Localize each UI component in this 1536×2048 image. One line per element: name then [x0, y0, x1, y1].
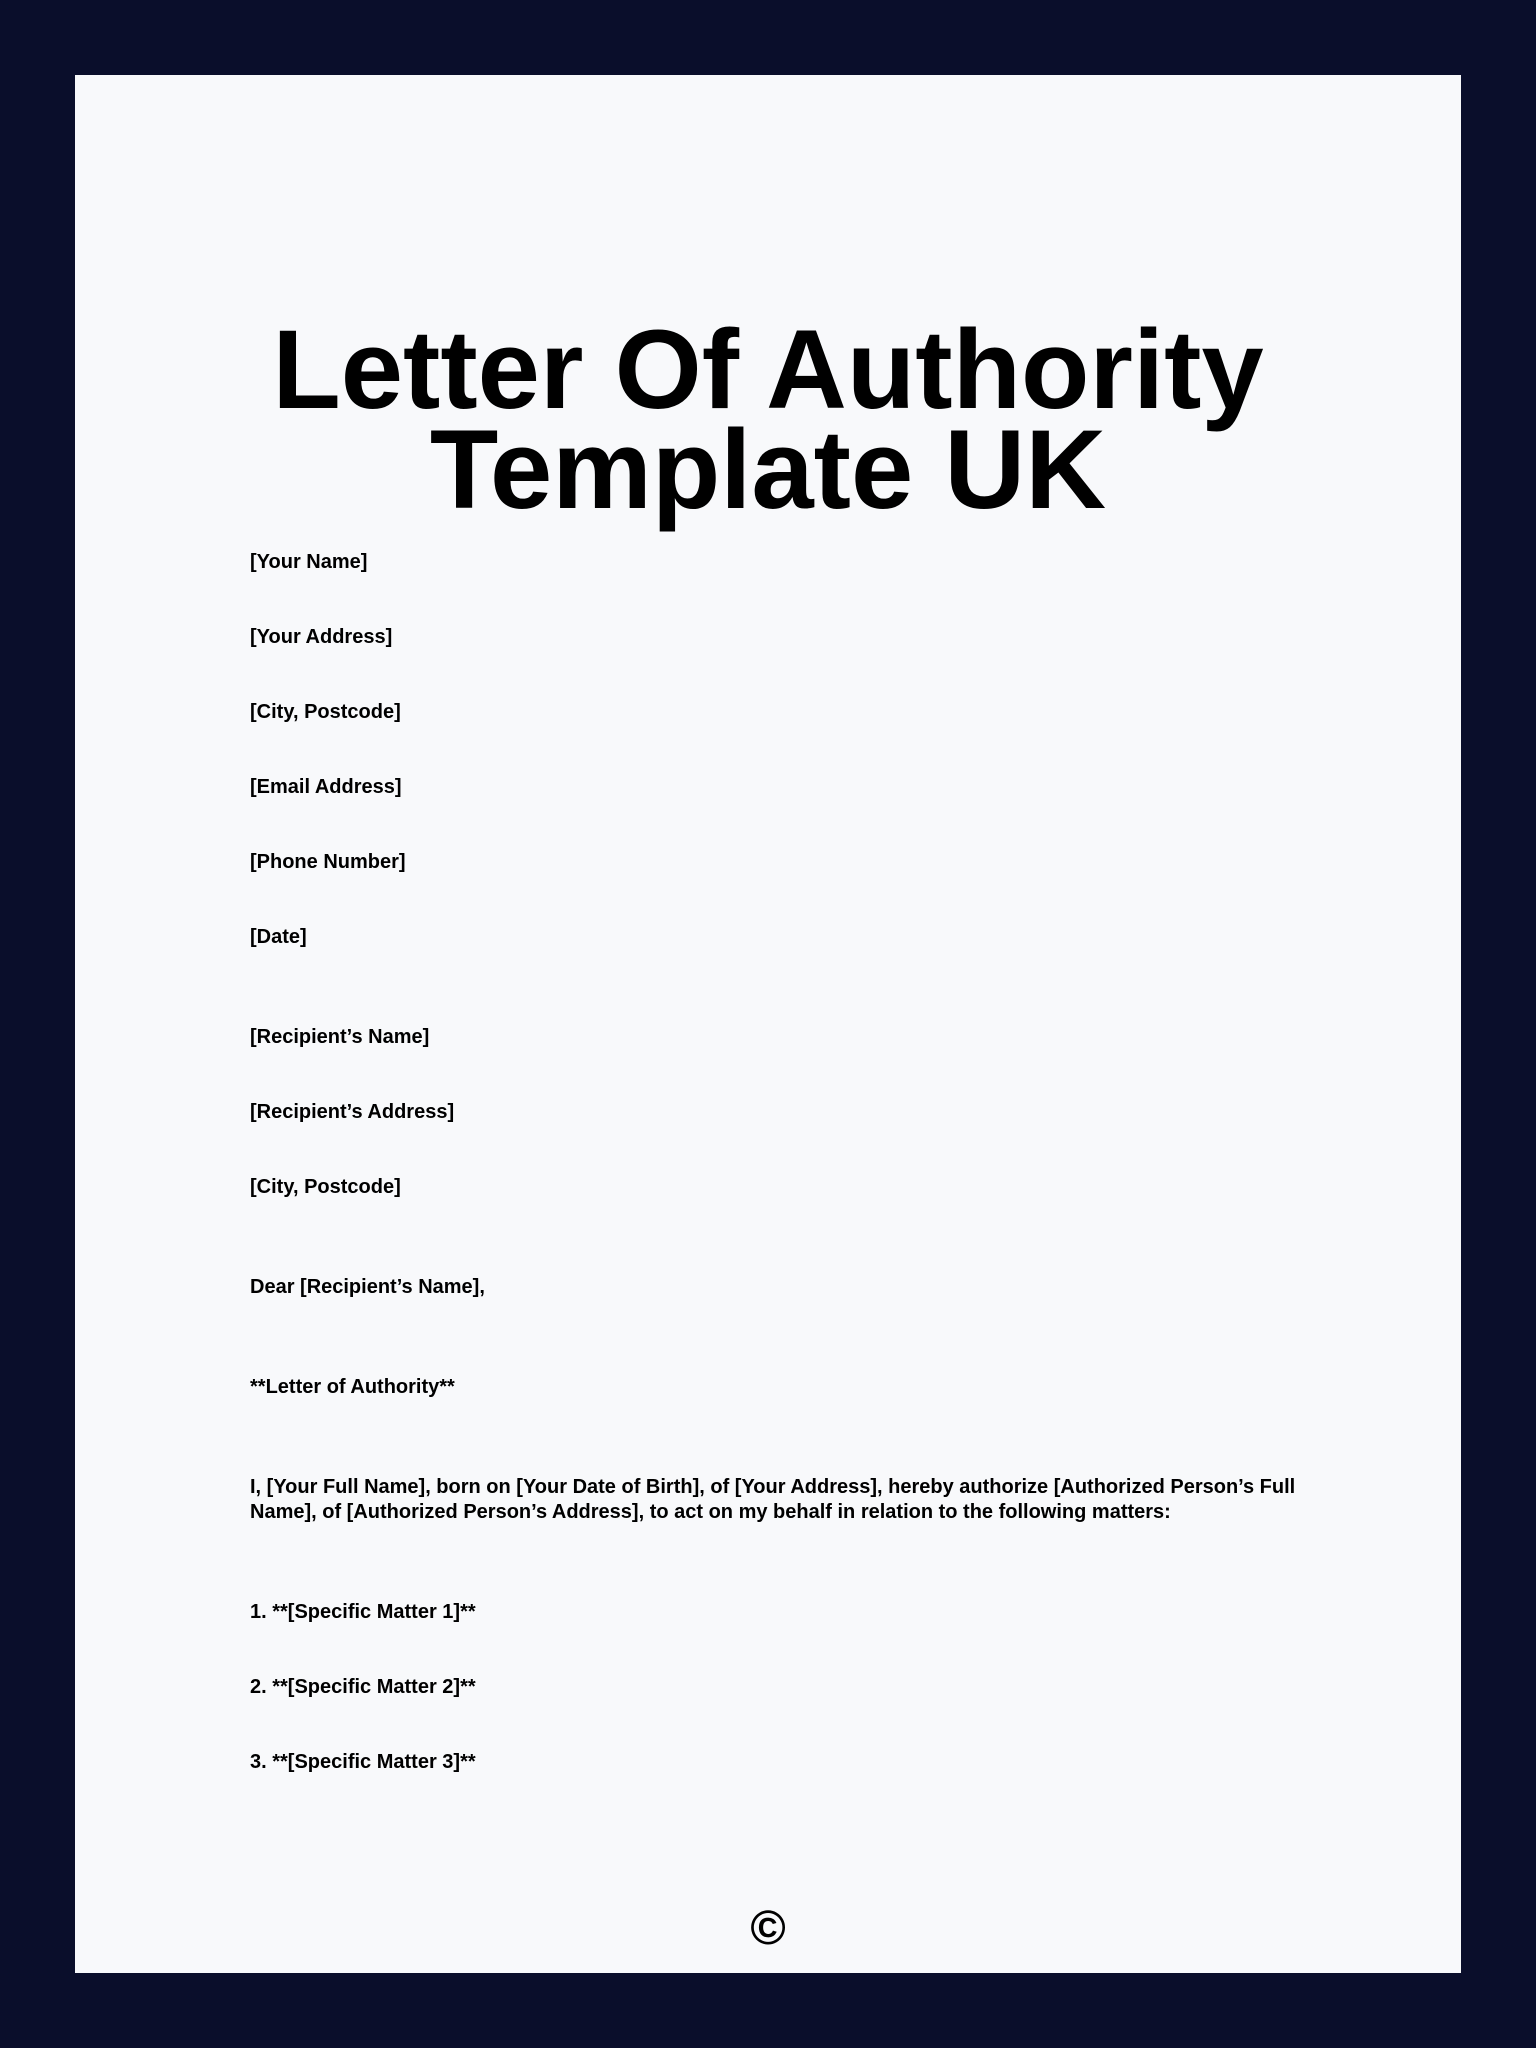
document-title: Letter Of Authority Template UK — [272, 307, 1264, 532]
matter-item-2: 2. **[Specific Matter 2]** — [250, 1676, 476, 1698]
recipient-address: [Recipient’s Address] — [250, 1101, 455, 1123]
recipient-city-postcode: [City, Postcode] — [250, 1176, 401, 1198]
copyright-icon: © — [750, 1902, 786, 1955]
sender-name: [Your Name] — [250, 551, 368, 573]
authorization-paragraph: I, [Your Full Name], born on [Your Date of Birth], of [Your Address], hereby authorize [Authorized Person’s Full Name], of [Authorized Person’s Address], to act on my behalf in relation to the following matters: — [250, 1476, 1296, 1523]
sender-email: [Email Address] — [250, 776, 402, 798]
sender-city-postcode: [City, Postcode] — [250, 701, 401, 723]
recipient-name: [Recipient’s Name] — [250, 1026, 430, 1048]
letter-date: [Date] — [250, 926, 307, 948]
matter-item-1: 1. **[Specific Matter 1]** — [250, 1601, 476, 1623]
sender-phone: [Phone Number] — [250, 851, 406, 873]
letter-subject: **Letter of Authority** — [250, 1376, 455, 1398]
sender-address: [Your Address] — [250, 626, 393, 648]
salutation: Dear [Recipient’s Name], — [250, 1276, 485, 1298]
document-page — [75, 75, 1461, 1973]
matter-item-3: 3. **[Specific Matter 3]** — [250, 1751, 476, 1773]
